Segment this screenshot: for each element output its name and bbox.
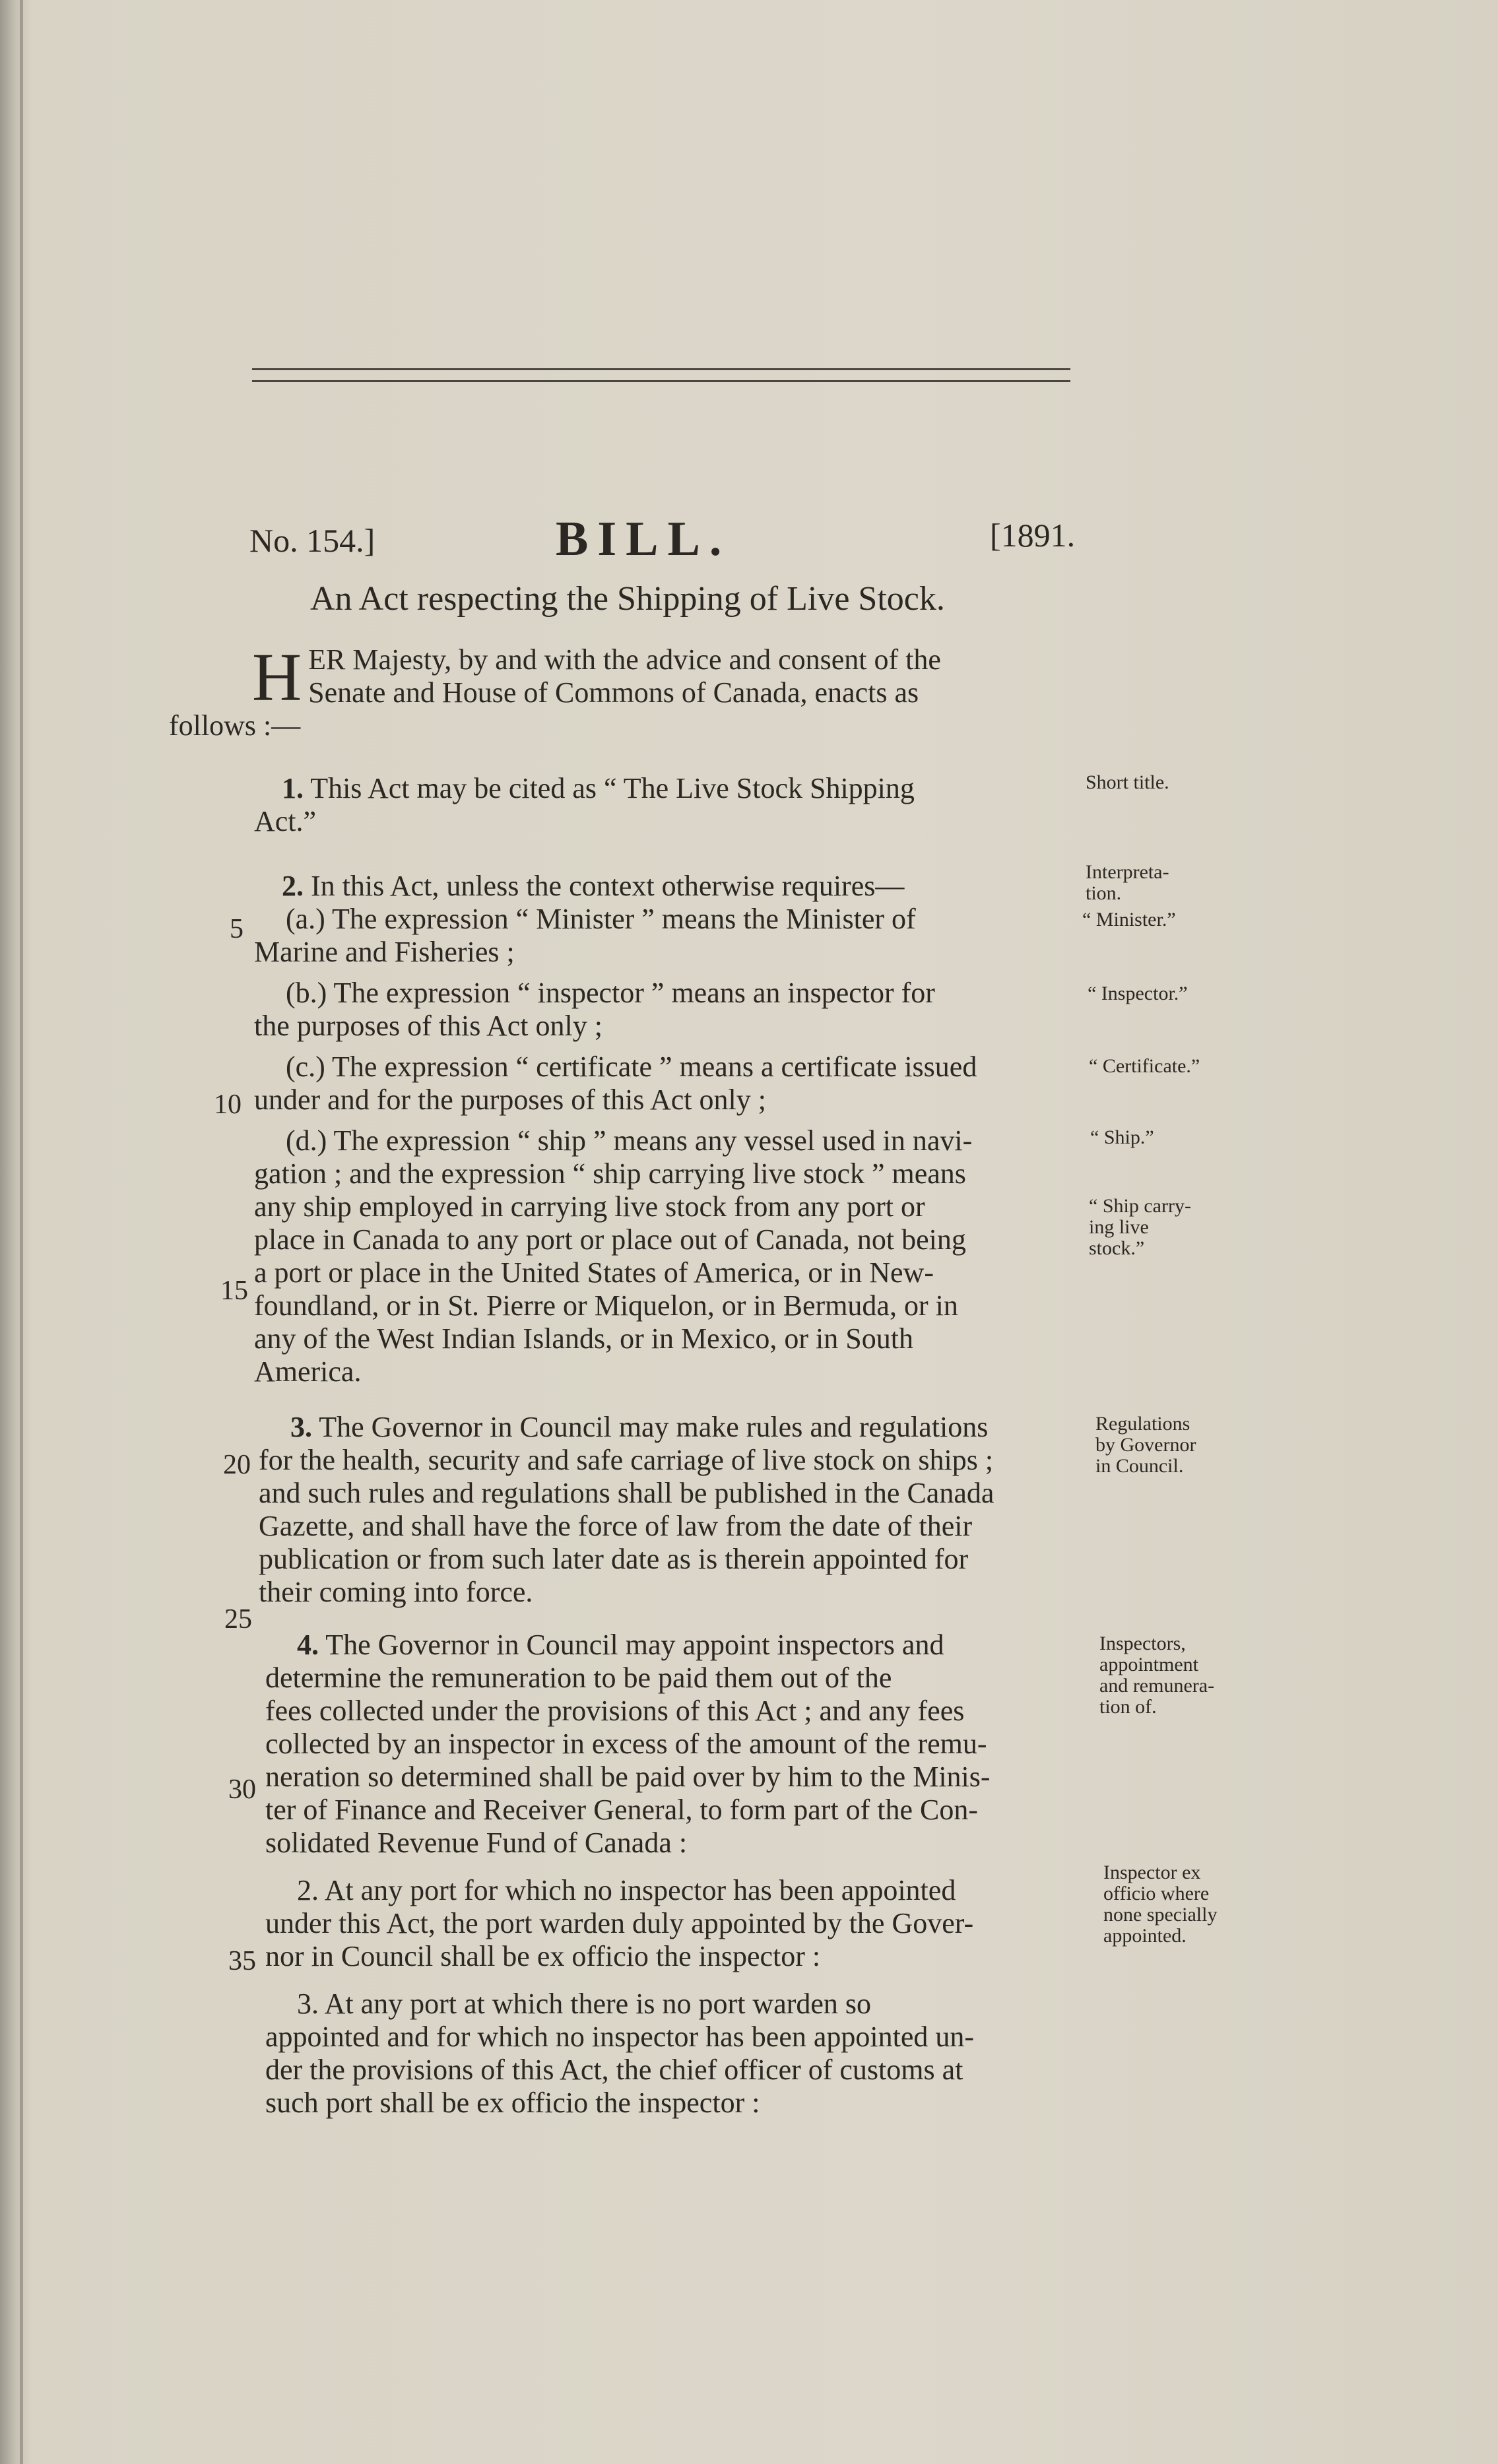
section-line: solidated Revenue Fund of Canada : [265, 1827, 688, 1859]
section-line: Gazette, and shall have the force of law from the date of their [259, 1510, 973, 1542]
subsection-line: such port shall be ex officio the inspector : [265, 2087, 760, 2119]
subsection-line: nor in Council shall be ex officio the inspector : [265, 1940, 821, 1972]
section-4 [265, 1629, 1097, 2120]
preamble-line: follows :— [169, 709, 301, 742]
section-text: The Governor in Council may make rules and regulations [312, 1411, 989, 1443]
section-text: This Act may be cited as “ The Live Stock Shipping [304, 772, 915, 804]
section-line: collected by an inspector in excess of the amount of the remu- [265, 1728, 987, 1760]
margin-note-inspectors: Inspectors, appointment and remunera- tion of. [1099, 1633, 1215, 1718]
definition-line: (d.) The expression “ ship ” means any vessel used in navi- [286, 1124, 973, 1157]
subsection-line: der the provisions of this Act, the chief officer of customs at [265, 2054, 963, 2086]
line-number: 20 [223, 1450, 251, 1480]
line-number: 5 [230, 914, 244, 944]
header-rule-top [252, 368, 1070, 370]
act-title: An Act respecting the Shipping of Live Stock. [310, 580, 945, 618]
definition-line: America. [254, 1355, 362, 1388]
definition-line: under and for the purposes of this Act only ; [254, 1084, 766, 1116]
bill-number: No. 154.] [249, 522, 375, 559]
preamble-line: Senate and House of Commons of Canada, enacts as [308, 676, 919, 709]
margin-note-certificate: “ Certificate.” [1089, 1055, 1200, 1077]
page-binding-edge [20, 0, 23, 2464]
section-line: fees collected under the provisions of this Act ; and any fees [265, 1695, 965, 1727]
preamble-dropcap: H [252, 639, 302, 715]
definition-line: (a.) The expression “ Minister ” means the Minister of [286, 903, 916, 935]
section-line: ter of Finance and Receiver General, to form part of the Con- [265, 1794, 979, 1826]
bill-heading: BILL. [556, 512, 731, 566]
section-2 [254, 870, 1086, 1388]
line-number: 30 [228, 1774, 256, 1805]
section-text: The Governor in Council may appoint inspectors and [319, 1629, 944, 1661]
section-line: publication or from such later date as is therein appointed for [259, 1543, 969, 1575]
section-line: determine the remuneration to be paid them out of the [265, 1662, 892, 1694]
definition-line: any ship employed in carrying live stock from any port or [254, 1190, 925, 1223]
preamble [169, 639, 1077, 742]
line-number: 15 [220, 1276, 248, 1306]
margin-note-ship-carrying: “ Ship carry- ing live stock.” [1089, 1195, 1191, 1259]
line-number: 25 [224, 1604, 252, 1635]
definition-line: any of the West Indian Islands, or in Mexico, or in South [254, 1322, 913, 1355]
section-line: neration so determined shall be paid over by him to the Minis- [265, 1761, 991, 1793]
margin-note-interpretation: Interpreta- tion. [1086, 861, 1169, 904]
margin-note-regulations: Regulations by Governor in Council. [1095, 1413, 1196, 1477]
definition-line: Marine and Fisheries ; [254, 936, 515, 968]
margin-note-ship: “ Ship.” [1090, 1126, 1154, 1148]
definition-line: the purposes of this Act only ; [254, 1010, 602, 1042]
margin-note-minister: “ Minister.” [1082, 909, 1176, 930]
section-1 [254, 772, 1079, 838]
bill-year: [1891. [990, 517, 1076, 554]
section-3 [259, 1411, 1090, 1609]
definition-line: (c.) The expression “ certificate ” means a certificate issued [286, 1051, 977, 1083]
margin-note-inspector: “ Inspector.” [1088, 983, 1188, 1004]
section-text: In this Act, unless the context otherwise requires— [304, 870, 905, 902]
subsection-line: 3. At any port at which there is no port warden so [297, 1988, 872, 2020]
subsection-line: under this Act, the port warden duly appointed by the Gover- [265, 1907, 974, 1939]
line-number: 10 [214, 1089, 242, 1120]
section-line: their coming into force. [259, 1576, 533, 1608]
definition-line: a port or place in the United States of America, or in New- [254, 1256, 934, 1289]
section-line: for the health, security and safe carriage of live stock on ships ; [259, 1444, 994, 1476]
definition-line: gation ; and the expression “ ship carrying live stock ” means [254, 1157, 966, 1190]
section-number: 4. [297, 1629, 319, 1661]
section-number: 1. [282, 772, 304, 804]
section-number: 3. [290, 1411, 312, 1443]
definition-line: foundland, or in St. Pierre or Miquelon, or in Bermuda, or in [254, 1289, 958, 1322]
section-line: Act.” [254, 805, 317, 837]
margin-note-ex-officio: Inspector ex officio where none specially appointed. [1103, 1862, 1218, 1947]
section-number: 2. [282, 870, 304, 902]
header-rule-bottom [252, 380, 1070, 382]
section-line: and such rules and regulations shall be published in the Canada [259, 1477, 994, 1509]
subsection-line: appointed and for which no inspector has been appointed un- [265, 2021, 975, 2053]
margin-note-short-title: Short title. [1086, 771, 1169, 793]
definition-line: place in Canada to any port or place out of Canada, not being [254, 1223, 966, 1256]
preamble-line: ER Majesty, by and with the advice and consent of the [308, 643, 941, 676]
definition-line: (b.) The expression “ inspector ” means an inspector for [286, 977, 935, 1009]
line-number: 35 [228, 1946, 256, 1976]
subsection-line: 2. At any port for which no inspector has been appointed [297, 1874, 956, 1906]
